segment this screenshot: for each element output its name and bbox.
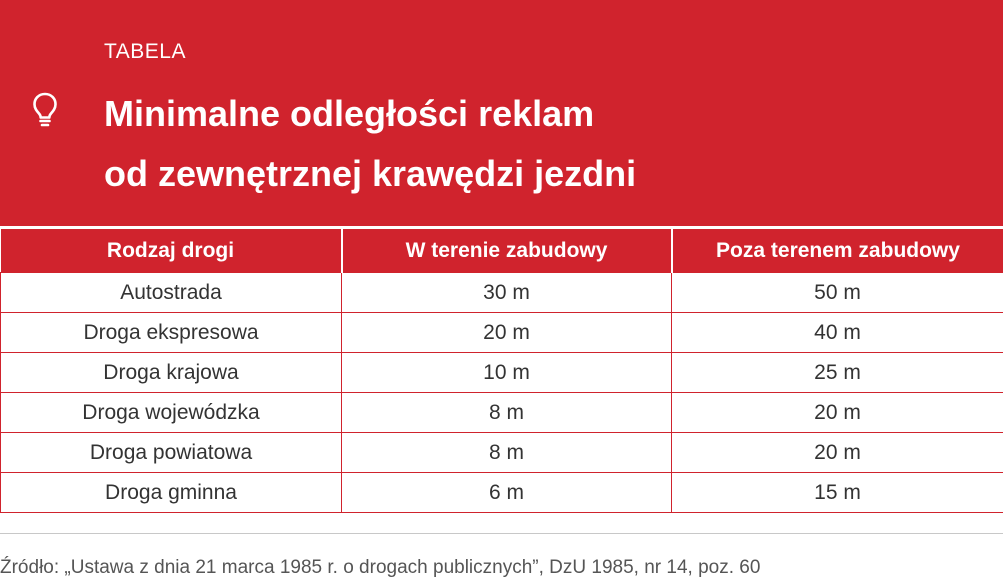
distance-table	[0, 229, 1003, 513]
page-title	[104, 84, 636, 204]
table-row	[1, 313, 1003, 353]
rural-distance-cell: 50 m	[672, 273, 1003, 313]
road-type-cell: Droga gminna	[1, 473, 342, 513]
rural-distance-cell: 20 m	[672, 433, 1003, 473]
footer-divider	[0, 533, 1003, 534]
column-header: Rodzaj drogi	[1, 229, 342, 273]
rural-distance-cell: 15 m	[672, 473, 1003, 513]
road-type-cell: Droga ekspresowa	[1, 313, 342, 353]
urban-distance-cell: 10 m	[342, 353, 672, 393]
road-type-cell: Droga wojewódzka	[1, 393, 342, 433]
lightbulb-icon	[32, 92, 58, 128]
road-type-cell: Autostrada	[1, 273, 342, 313]
table-row	[1, 273, 1003, 313]
road-type-cell: Droga powiatowa	[1, 433, 342, 473]
table-row	[1, 353, 1003, 393]
road-type-cell: Droga krajowa	[1, 353, 342, 393]
source-note: Źródło: „Ustawa z dnia 21 marca 1985 r. o drogach publicznych”, DzU 1985, nr 14, poz. 60	[0, 557, 761, 578]
title-line-1: Minimalne odległości reklam	[104, 93, 595, 134]
rural-distance-cell: 20 m	[672, 393, 1003, 433]
header-banner	[0, 0, 1003, 226]
rural-distance-cell: 25 m	[672, 353, 1003, 393]
table-row	[1, 393, 1003, 433]
table-header-row	[1, 229, 1003, 273]
column-header: W terenie zabudowy	[342, 229, 672, 273]
table-row	[1, 473, 1003, 513]
column-header: Poza terenem zabudowy	[672, 229, 1003, 273]
urban-distance-cell: 30 m	[342, 273, 672, 313]
section-label: TABELA	[104, 40, 186, 63]
urban-distance-cell: 20 m	[342, 313, 672, 353]
rural-distance-cell: 40 m	[672, 313, 1003, 353]
urban-distance-cell: 6 m	[342, 473, 672, 513]
table-row	[1, 433, 1003, 473]
urban-distance-cell: 8 m	[342, 393, 672, 433]
title-line-2: od zewnętrznej krawędzi jezdni	[104, 153, 637, 194]
urban-distance-cell: 8 m	[342, 433, 672, 473]
